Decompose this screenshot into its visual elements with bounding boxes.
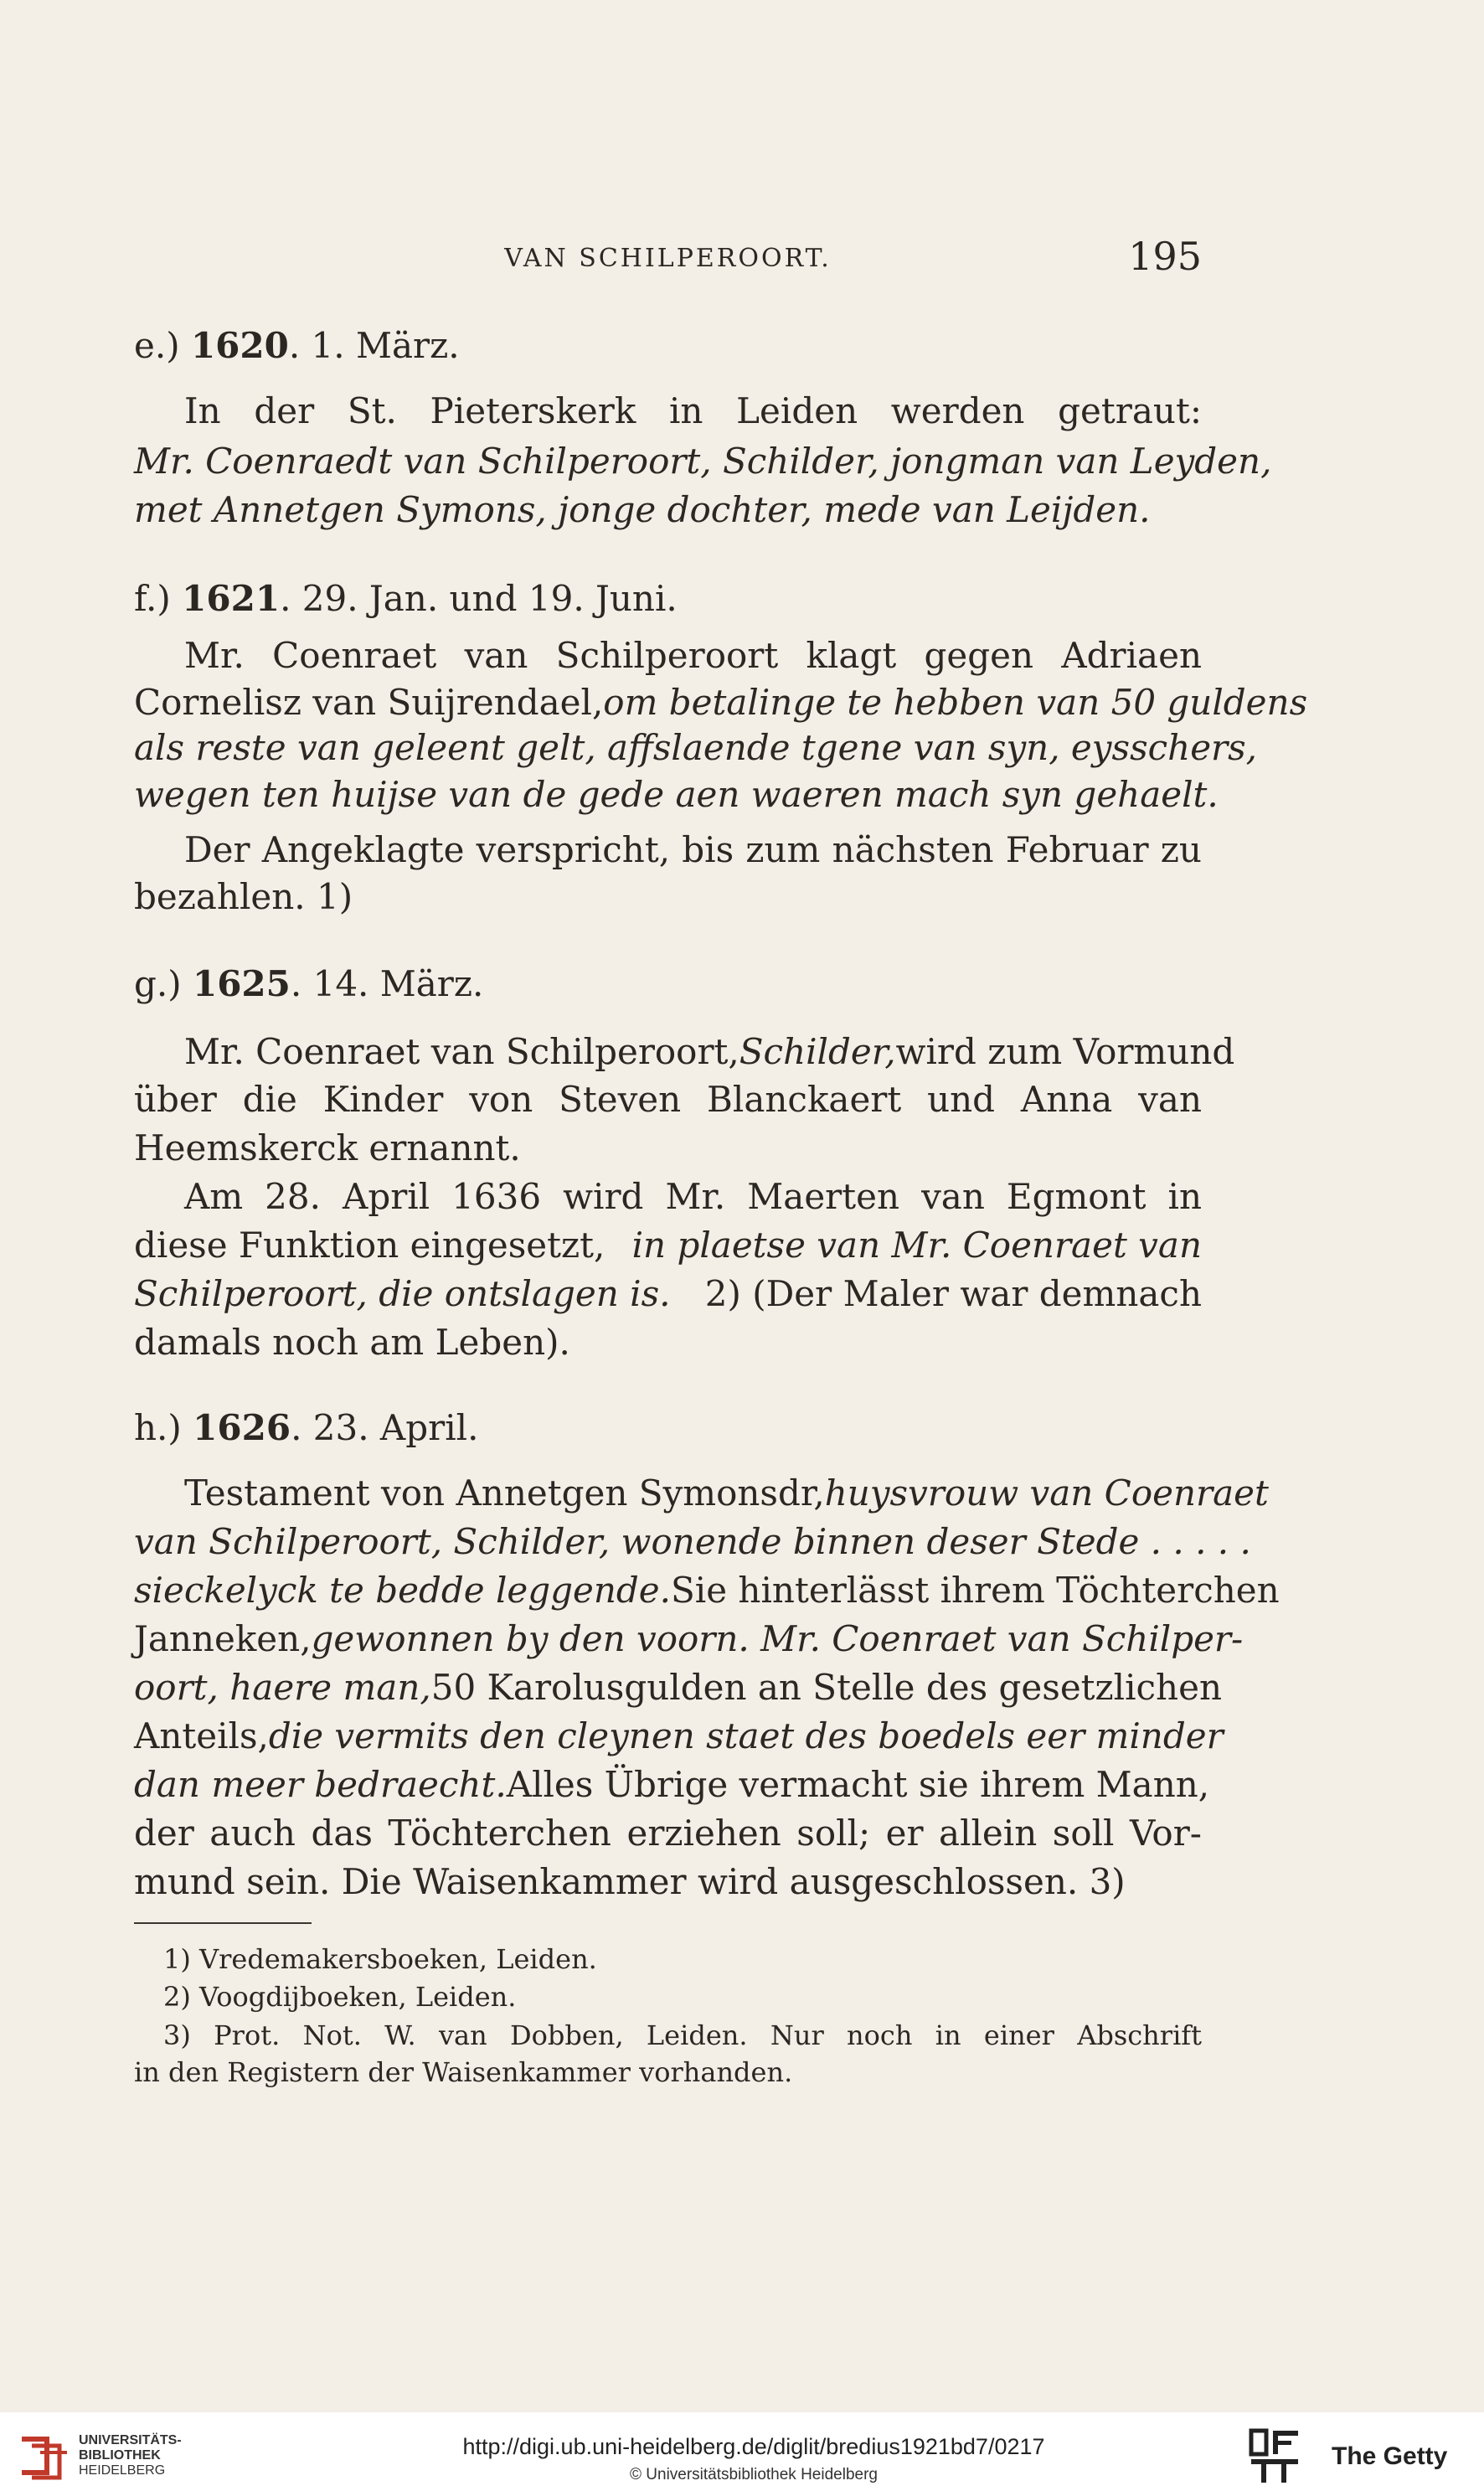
entry-g-line xyxy=(134,1273,1202,1314)
entry-h-text: 50 Karolusgulden an Stelle des gesetzlichen xyxy=(430,1667,1223,1708)
entry-g-line: über die Kinder von Steven Blanckaert und Anna van xyxy=(134,1079,1202,1120)
running-title: VAN SCHILPEROORT. xyxy=(504,244,832,273)
library-name-line: BIBLIOTHEK xyxy=(79,2448,161,2463)
entry-h-line xyxy=(134,1764,1210,1805)
entry-label: g.) xyxy=(134,963,182,1004)
entry-date: . 14. März. xyxy=(290,963,484,1004)
entry-h-text: Alles Übrige vermacht sie ihrem Mann, xyxy=(506,1764,1210,1805)
library-logo[interactable] xyxy=(13,2431,182,2481)
entry-date: . 1. März. xyxy=(288,325,460,366)
entry-g-line xyxy=(134,1225,1202,1266)
entry-g-heading xyxy=(134,963,483,1004)
entry-h-line xyxy=(134,1618,1244,1659)
partner-name: The Getty xyxy=(1332,2442,1448,2470)
entry-f-line: wegen ten huijse van de gede aen waeren mach syn gehaelt. xyxy=(134,774,1219,815)
page-number: 195 xyxy=(1128,234,1202,279)
library-name-line: UNIVERSITÄTS- xyxy=(79,2433,182,2447)
entry-h-line xyxy=(134,1667,1223,1708)
entry-label: e.) xyxy=(134,325,180,366)
entry-h-line: van Schilperoort, Schilder, wonende binnen deser Stede . . . . . xyxy=(134,1521,1251,1562)
entry-f-line: Mr. Coenraet van Schilperoort klagt gegen Adriaen xyxy=(184,635,1202,676)
entry-h-heading xyxy=(134,1407,478,1448)
entry-year: 1620 xyxy=(190,325,289,366)
permalink[interactable]: http://digi.ub.uni-heidelberg.de/diglit/bredius1921bd7/0217 xyxy=(462,2434,1045,2459)
entry-g-line: damals noch am Leben). xyxy=(134,1322,570,1363)
entry-h-quote: sieckelyck te bedde leggende. xyxy=(134,1570,672,1611)
entry-h-line: mund sein. Die Waisenkammer wird ausgeschlossen. 3) xyxy=(134,1861,1126,1902)
entry-h-line xyxy=(184,1472,1269,1514)
entry-h-quote: dan meer bedraecht. xyxy=(134,1764,507,1805)
footnote-continuation: in den Registern der Waisenkammer vorhanden. xyxy=(134,2056,793,2088)
footnote: 3) Prot. Not. W. van Dobben, Leiden. Nur noch in einer Abschrift xyxy=(163,2019,1202,2051)
page-header xyxy=(134,234,1202,289)
getty-emblem-icon xyxy=(1248,2427,1306,2486)
entry-date: . 29. Jan. und 19. Juni. xyxy=(280,578,678,619)
entry-e-line: In der St. Pieterskerk in Leiden werden getraut: xyxy=(184,390,1202,431)
entry-f-quote: om betalinge te hebben van 50 guldens xyxy=(603,682,1308,723)
entry-h-quote: die vermits den cleynen staet des boedels eer minder xyxy=(268,1715,1224,1756)
entry-g-text: wird zum Vormund xyxy=(895,1031,1235,1072)
footnote-rule xyxy=(134,1922,312,1924)
entry-g-quote: Schilperoort, die ontslagen is. xyxy=(134,1273,671,1314)
entry-h-line: der auch das Töchterchen erziehen soll; er allein soll Vor- xyxy=(134,1813,1202,1854)
entry-g-line: Heemskerck ernannt. xyxy=(134,1127,521,1168)
entry-g-quote: Schilder, xyxy=(739,1031,896,1072)
entry-g-line xyxy=(184,1031,1235,1072)
entry-h-quote: huysvrouw van Coenraet xyxy=(824,1472,1269,1514)
entry-h-line xyxy=(134,1570,1280,1611)
footnote: 2) Voogdijboeken, Leiden. xyxy=(163,1981,517,2013)
entry-h-quote: gewonnen by den voorn. Mr. Coenraet van Schilper- xyxy=(311,1618,1244,1659)
entry-h-text: Sie hinterlässt ihrem Töchterchen xyxy=(671,1570,1280,1611)
entry-h-line xyxy=(134,1715,1224,1756)
library-emblem-icon xyxy=(13,2431,72,2481)
entry-g-text: Mr. Coenraet van Schilperoort, xyxy=(184,1031,739,1072)
entry-f-line: bezahlen. 1) xyxy=(134,876,353,917)
entry-e-heading xyxy=(134,325,460,366)
entry-g-quote: in plaetse van Mr. Coenraet van xyxy=(631,1225,1202,1266)
footnote: 1) Vredemakersboeken, Leiden. xyxy=(163,1943,597,1975)
entry-year: 1626 xyxy=(193,1407,291,1448)
entry-date: . 23. April. xyxy=(291,1407,479,1448)
entry-g-text: diese Funktion eingesetzt, xyxy=(134,1225,605,1266)
entry-year: 1621 xyxy=(182,578,281,619)
getty-logo[interactable] xyxy=(1248,2427,1447,2486)
library-name-line: HEIDELBERG xyxy=(79,2463,166,2478)
entry-h-text: Janneken, xyxy=(134,1618,312,1659)
entry-e-line: met Annetgen Symons, jonge dochter, mede van Leijden. xyxy=(134,489,1151,530)
entry-f-line: als reste van geleent gelt, affslaende tgene van syn, eysschers, xyxy=(134,727,1258,768)
entry-year: 1625 xyxy=(192,963,291,1004)
entry-label: f.) xyxy=(134,578,171,619)
entry-h-quote: oort, haere man, xyxy=(134,1667,431,1708)
entry-f-heading xyxy=(134,578,678,619)
entry-label: h.) xyxy=(134,1407,182,1448)
entry-e-line: Mr. Coenraedt van Schilperoort, Schilder, jongman van Leyden, xyxy=(134,441,1272,482)
entry-f-line: Der Angeklagte verspricht, bis zum nächsten Februar zu xyxy=(184,829,1202,870)
entry-g-text: 2) (Der Maler war demnach xyxy=(704,1273,1202,1314)
entry-h-text: Anteils, xyxy=(134,1715,269,1756)
entry-h-text: Testament von Annetgen Symonsdr, xyxy=(184,1472,825,1514)
entry-f-text: Cornelisz van Suijrendael, xyxy=(134,682,604,723)
entry-f-line xyxy=(134,682,1308,723)
copyright: © Universitätsbibliothek Heidelberg xyxy=(630,2466,878,2483)
entry-g-line: Am 28. April 1636 wird Mr. Maerten van Egmont in xyxy=(184,1176,1202,1217)
